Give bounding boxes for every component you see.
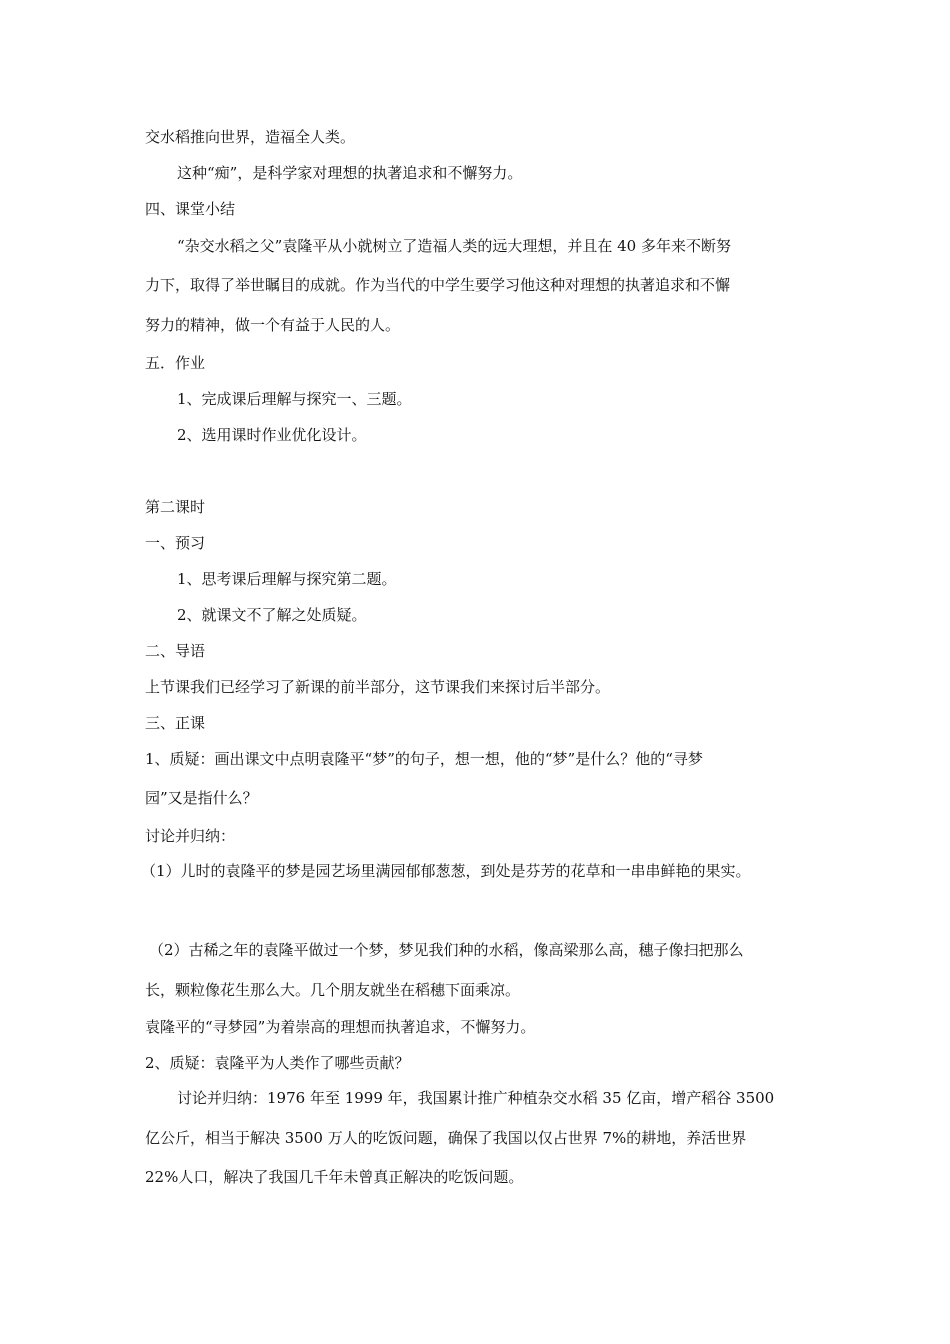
list-item: 2、就课文不了解之处质疑。: [177, 606, 367, 624]
text-line: “杂交水稻之父”袁隆平从小就树立了造福人类的远大理想，并且在 40 多年来不断努: [177, 237, 731, 255]
section-heading: 二、导语: [145, 642, 206, 660]
text-line: 1、质疑：画出课文中点明袁隆平“梦”的句子，想一想，他的“梦”是什么？他的“寻梦: [145, 750, 703, 768]
text-line: 讨论并归纳：: [145, 827, 236, 845]
list-item: 2、选用课时作业优化设计。: [177, 426, 367, 444]
list-item: 1、完成课后理解与探究一、三题。: [177, 390, 412, 408]
section-heading: 一、预习: [145, 534, 206, 552]
section-heading: 三、正课: [145, 714, 206, 732]
text-line: 长，颗粒像花生那么大。几个朋友就坐在稻穗下面乘凉。: [145, 981, 521, 999]
text-line: 亿公斤，相当于解决 3500 万人的吃饭问题，确保了我国以仅占世界 7%的耕地，养活世界: [145, 1129, 747, 1147]
text-line: （1）儿时的袁隆平的梦是园艺场里满园郁郁葱葱，到处是芬芳的花草和一串串鲜艳的果实。: [141, 862, 751, 880]
text-line: 上节课我们已经学习了新课的前半部分，这节课我们来探讨后半部分。: [145, 678, 611, 696]
text-line: 22%人口，解决了我国几千年未曾真正解决的吃饭问题。: [145, 1168, 524, 1186]
text-line: 努力的精神，做一个有益于人民的人。: [145, 316, 401, 334]
text-line: 这种“痴”，是科学家对理想的执著追求和不懈努力。: [177, 164, 523, 182]
section-heading: 四、课堂小结: [145, 200, 236, 218]
text-line: 力下，取得了举世瞩目的成就。作为当代的中学生要学习他这种对理想的执著追求和不懈: [145, 276, 731, 294]
list-item: 1、思考课后理解与探究第二题。: [177, 570, 397, 588]
text-line: 2、质疑：袁隆平为人类作了哪些贡献？: [145, 1054, 410, 1072]
section-heading: 五．作业: [145, 354, 206, 372]
text-line: 交水稻推向世界，造福全人类。: [145, 128, 356, 146]
lesson-heading: 第二课时: [145, 498, 206, 516]
text-line: 讨论并归纳：1976 年至 1999 年，我国累计推广种植杂交水稻 35 亿亩，增产稻谷 3500: [177, 1089, 775, 1107]
text-line: 袁隆平的“寻梦园”为着崇高的理想而执著追求，不懈努力。: [145, 1018, 536, 1036]
text-line: 园”又是指什么？: [145, 789, 258, 807]
text-line: （2）古稀之年的袁隆平做过一个梦，梦见我们种的水稻，像高梁那么高，穗子像扫把那么: [149, 941, 744, 959]
